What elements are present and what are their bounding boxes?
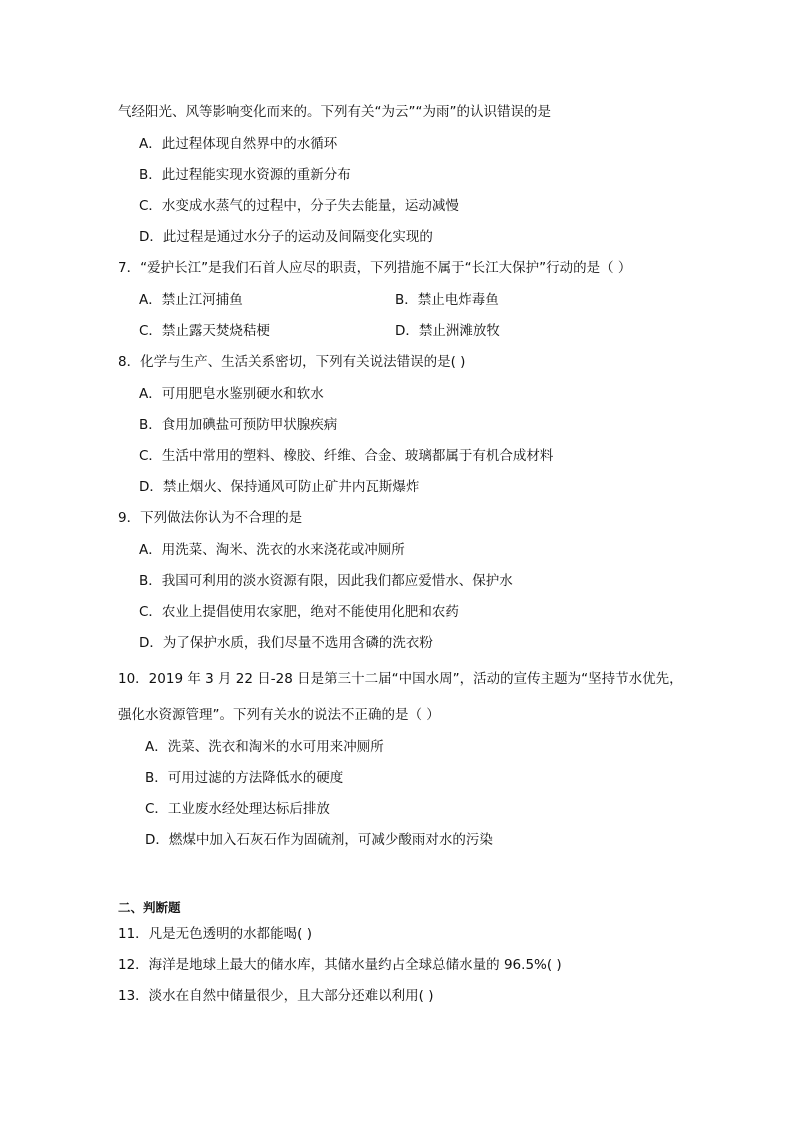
q7-stem: 7．“爱护长江”是我们石首人应尽的职责，下列措施不属于“长江大保护”行动的是（ ） (118, 260, 632, 276)
q8-option-b: B．食用加碘盐可预防甲状腺疾病 (139, 417, 338, 433)
q8-option-a: A．可用肥皂水鉴别硬水和软水 (139, 386, 324, 402)
q8-option-d: D．禁止烟火、保持通风可防止矿井内瓦斯爆炸 (139, 479, 420, 495)
q9-option-b: B．我国可利用的淡水资源有限，因此我们都应爱惜水、保护水 (139, 573, 513, 589)
q8-option-c: C．生活中常用的塑料、橡胶、纤维、合金、玻璃都属于有机合成材料 (139, 448, 554, 464)
q8-stem: 8．化学与生产、生活关系密切，下列有关说法错误的是( ) (118, 354, 466, 370)
q9-option-c: C．农业上提倡使用农家肥，绝对不能使用化肥和农药 (139, 604, 459, 620)
q9-stem: 9．下列做法你认为不合理的是 (118, 510, 303, 526)
q10-option-b: B．可用过滤的方法降低水的硬度 (145, 770, 344, 786)
section-title-judgement: 二、判断题 (118, 900, 181, 915)
q6-option-b: B．此过程能实现水资源的重新分布 (139, 167, 351, 183)
q6-option-d: D．此过程是通过水分子的运动及间隔变化实现的 (139, 229, 433, 245)
q9-option-d: D．为了保护水质，我们尽量不选用含磷的洗衣粉 (139, 635, 433, 651)
q7-option-b: B．禁止电炸毒鱼 (395, 292, 499, 308)
q9-option-a: A．用洗菜、淘米、洗衣的水来浇花或冲厕所 (139, 542, 405, 558)
q10-option-a: A．洗菜、洗衣和淘米的水可用来冲厕所 (145, 739, 384, 755)
judgement-item-11: 11．凡是无色透明的水都能喝( ) (118, 926, 313, 942)
q6-option-a: A．此过程体现自然界中的水循环 (139, 136, 338, 152)
q7-option-d: D．禁止洲滩放牧 (395, 323, 500, 339)
q10-option-c: C．工业废水经处理达标后排放 (145, 801, 330, 817)
judgement-item-13: 13．淡水在自然中储量很少，且大部分还难以利用( ) (118, 988, 434, 1004)
q7-option-a: A．禁止江河捕鱼 (139, 292, 243, 308)
q10-stem-line1: 10．2019 年 3 月 22 日-28 日是第三十二届“中国水周”，活动的宣传主题为“坚持节水优先， (118, 671, 683, 687)
q6-continuation: 气经阳光、风等影响变化而来的。下列有关“为云”“为雨”的认识错误的是 (118, 104, 551, 120)
judgement-item-12: 12．海洋是地球上最大的储水库，其储水量约占全球总储水量的 96.5%( ) (118, 957, 562, 973)
q6-option-c: C．水变成水蒸气的过程中，分子失去能量，运动减慢 (139, 198, 459, 214)
q10-stem-line2: 强化水资源管理”。下列有关水的说法不正确的是（ ） (118, 707, 440, 723)
q7-option-c: C．禁止露天焚烧秸梗 (139, 323, 270, 339)
q10-option-d: D．燃煤中加入石灰石作为固硫剂，可减少酸雨对水的污染 (145, 832, 493, 848)
